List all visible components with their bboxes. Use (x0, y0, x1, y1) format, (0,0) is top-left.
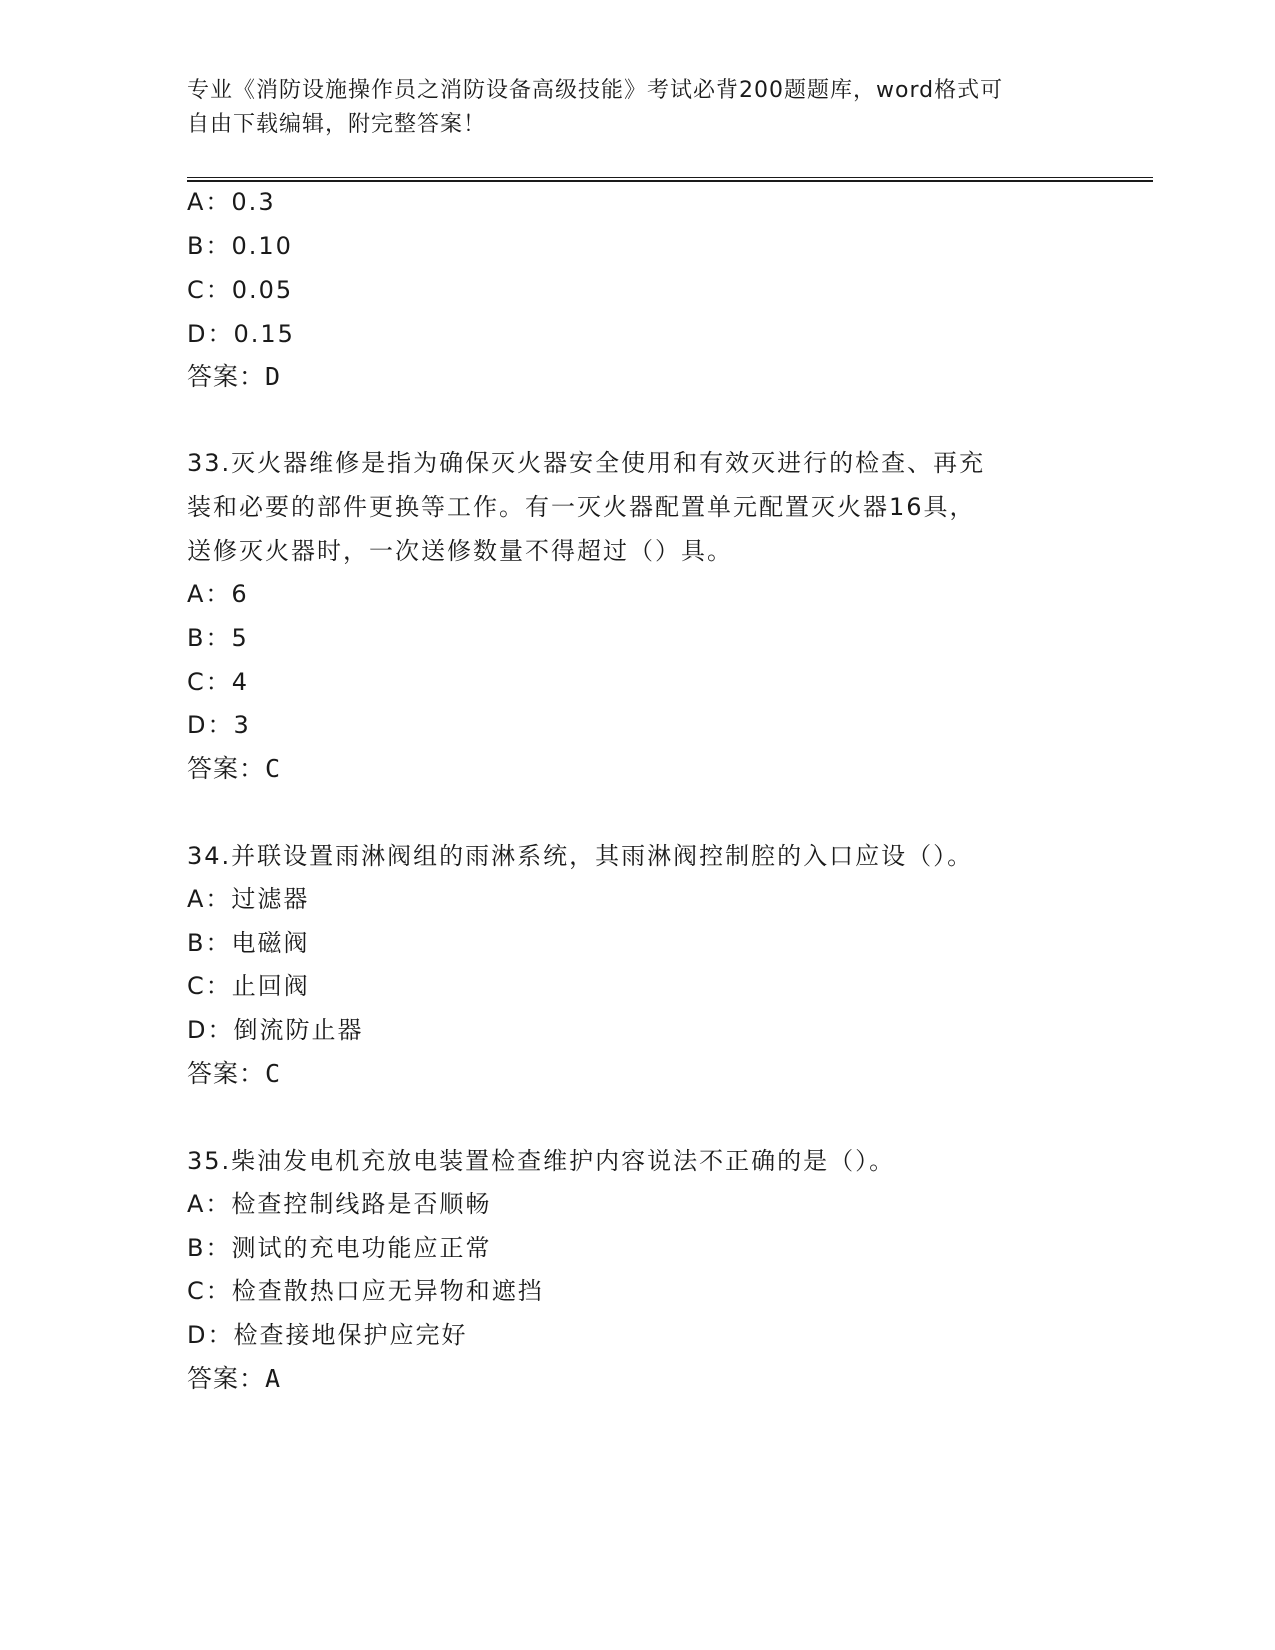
q32-option-c: C：0.05 (187, 276, 294, 304)
q32-option-b: B：0.10 (187, 232, 293, 260)
q34-stem-line-1: 34.并联设置雨淋阀组的雨淋系统，其雨淋阀控制腔的入口应设（）。 (187, 842, 974, 870)
q33-stem-line-3: 送修灭火器时，一次送修数量不得超过（）具。 (187, 537, 733, 565)
q33-stem-line-1: 33.灭火器维修是指为确保灭火器安全使用和有效灭进行的检查、再充 (187, 449, 986, 477)
q33-option-b: B：5 (187, 624, 249, 652)
q33-option-d: D：3 (187, 711, 251, 739)
q33-answer (187, 753, 281, 785)
q35-stem-line-1: 35.柴油发电机充放电装置检查维护内容说法不正确的是（）。 (187, 1147, 896, 1175)
q32-answer (187, 361, 281, 393)
header-line-1: 专业《消防设施操作员之消防设备高级技能》考试必背200题题库，word格式可 (187, 78, 1004, 103)
document-header (187, 74, 1067, 142)
q34-option-c: C：止回阀 (187, 972, 310, 1000)
q35-option-a: A：检查控制线路是否顺畅 (187, 1190, 492, 1218)
q33-answer-value: C (265, 754, 282, 783)
q34-answer (187, 1058, 281, 1090)
q35-option-d: D：检查接地保护应完好 (187, 1321, 468, 1349)
q32-answer-value: D (265, 362, 282, 391)
q35-answer-value: A (265, 1364, 282, 1393)
q35-answer (187, 1363, 281, 1395)
q34-answer-label: 答案： (187, 1059, 266, 1088)
q34-option-b: B：电磁阀 (187, 929, 310, 957)
q33-stem-line-2: 装和必要的部件更换等工作。有一灭火器配置单元配置灭火器16具， (187, 493, 976, 521)
header-divider-thin (187, 177, 1153, 178)
q33-option-a: A：6 (187, 580, 249, 608)
q35-option-b: B：测试的充电功能应正常 (187, 1234, 492, 1262)
q34-option-d: D：倒流防止器 (187, 1016, 364, 1044)
q32-option-a: A：0.3 (187, 188, 276, 216)
q34-answer-value: C (265, 1059, 282, 1088)
header-line-2: 自由下载编辑，附完整答案！ (187, 112, 487, 137)
q33-answer-label: 答案： (187, 754, 266, 783)
q32-answer-label: 答案： (187, 362, 266, 391)
q35-option-c: C：检查散热口应无异物和遮挡 (187, 1277, 544, 1305)
header-divider-thick (187, 180, 1153, 182)
q34-option-a: A：过滤器 (187, 885, 310, 913)
q32-option-d: D：0.15 (187, 320, 295, 348)
q33-option-c: C：4 (187, 668, 250, 696)
q35-answer-label: 答案： (187, 1364, 266, 1393)
